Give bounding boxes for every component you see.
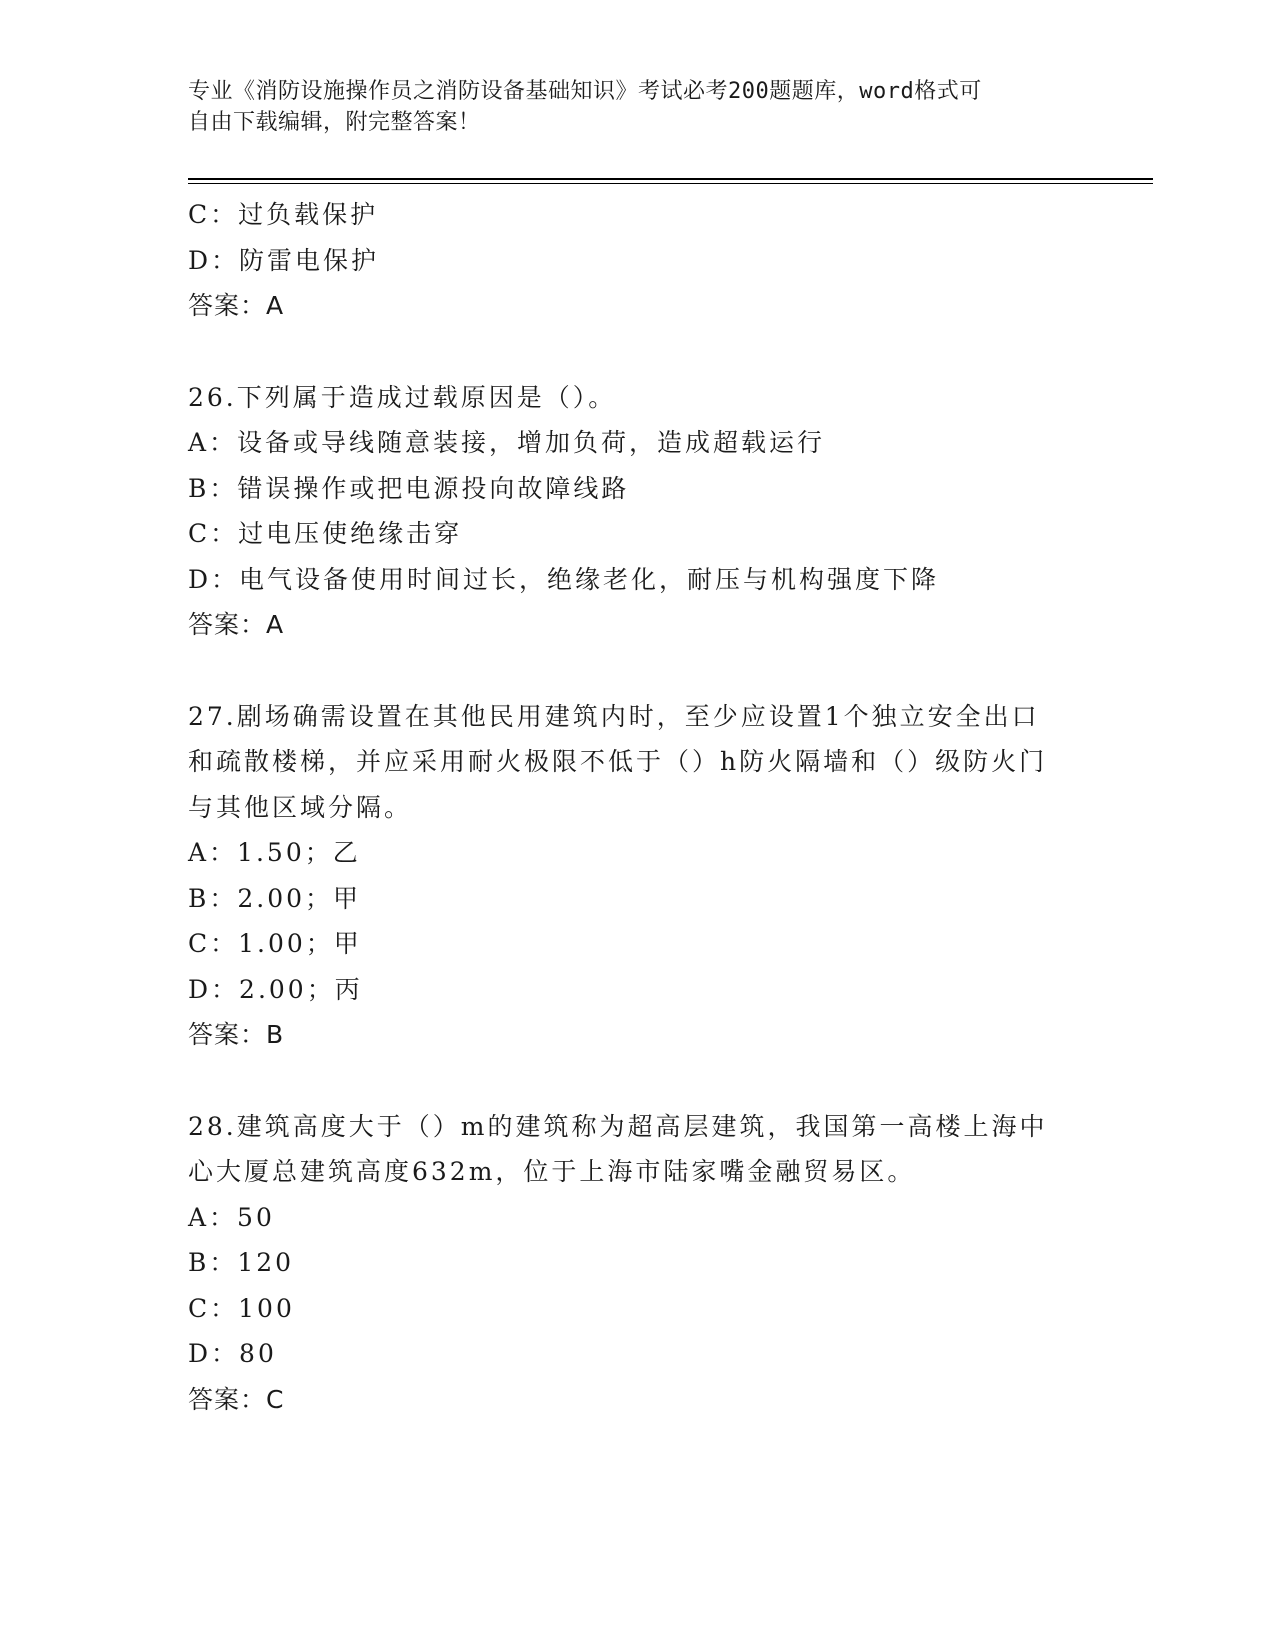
question-27 (188, 694, 1108, 1058)
option-b: B：2.00；甲 (188, 883, 362, 913)
answer-line: 答案：C (188, 1384, 285, 1414)
answer-line: 答案：A (188, 610, 285, 639)
question-spacer (188, 648, 1108, 694)
question-25-tail (188, 192, 1108, 329)
question-stem-line-1: 28.建筑高度大于（）m的建筑称为超高层建筑，我国第一高楼上海中 (188, 1111, 1048, 1141)
header-line-2: 自由下载编辑，附完整答案！ (188, 110, 481, 135)
answer-line: 答案：B (188, 1020, 285, 1049)
option-d: D：电气设备使用时间过长，绝缘老化，耐压与机构强度下降 (188, 564, 940, 594)
header-divider-thick (188, 178, 1153, 180)
option-b: B：错误操作或把电源投向故障线路 (188, 473, 630, 503)
option-c: C：过负载保护 (188, 200, 379, 229)
option-a: A：50 (188, 1202, 275, 1232)
option-a: A：1.50；乙 (188, 838, 361, 867)
question-stem: 26.下列属于造成过载原因是（）。 (188, 382, 617, 412)
option-d: D：防雷电保护 (188, 245, 380, 275)
option-b: B：120 (188, 1248, 295, 1277)
option-c: C：100 (188, 1293, 295, 1323)
question-list (188, 192, 1108, 1422)
question-stem-line-2: 和疏散楼梯，并应采用耐火极限不低于（）h防火隔墙和（）级防火门 (188, 747, 1048, 776)
option-c: C：1.00；甲 (188, 929, 362, 958)
question-stem-line-2: 心大厦总建筑高度632m，位于上海市陆家嘴金融贸易区。 (188, 1157, 916, 1186)
option-d: D：2.00；丙 (188, 974, 363, 1004)
header-line-1: 专业《消防设施操作员之消防设备基础知识》考试必考200题题库，word格式可 (188, 79, 982, 104)
document-header (188, 76, 1068, 138)
question-spacer (188, 1058, 1108, 1104)
question-26 (188, 375, 1108, 648)
question-28 (188, 1104, 1108, 1423)
question-spacer (188, 329, 1108, 375)
answer-line: 答案：A (188, 291, 285, 320)
option-d: D：80 (188, 1339, 277, 1368)
question-stem-line-3: 与其他区域分隔。 (188, 792, 413, 822)
header-divider-thin (188, 183, 1153, 184)
question-stem-line-1: 27.剧场确需设置在其他民用建筑内时，至少应设置1个独立安全出口 (188, 701, 1040, 731)
option-c: C：过电压使绝缘击穿 (188, 519, 463, 548)
option-a: A：设备或导线随意装接，增加负荷，造成超载运行 (188, 428, 826, 457)
